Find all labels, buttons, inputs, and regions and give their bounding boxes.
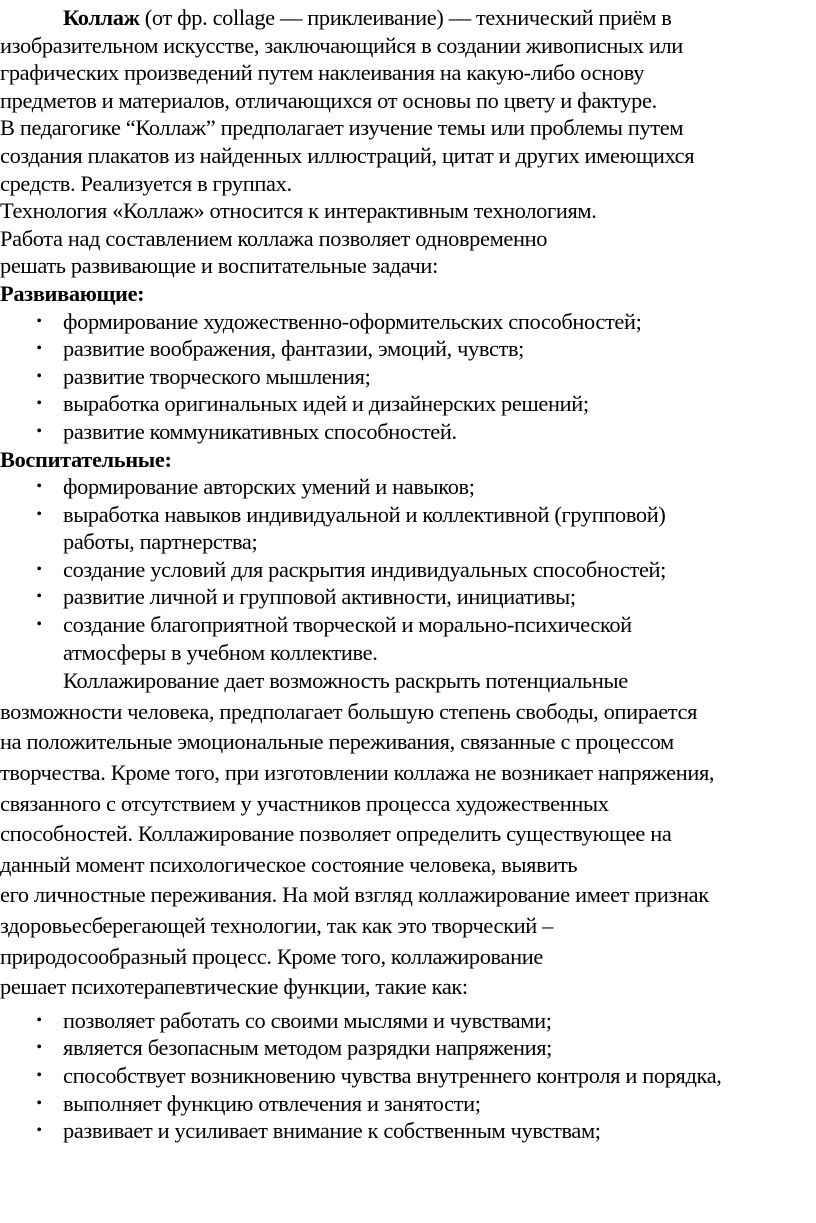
body-line: связанного с отсутствием у участников процесса художественных: [0, 790, 609, 816]
intro-line: средств. Реализуется в группах.: [0, 170, 292, 196]
intro-line: предметов и материалов, отличающихся от основы по цвету и фактуре.: [0, 87, 657, 113]
list-item: • развитие творческого мышления;: [0, 363, 816, 391]
bullet-icon: •: [36, 312, 42, 330]
bullet-icon: •: [36, 588, 42, 606]
intro-line: создания плакатов из найденных иллюстраций, цитат и других имеющихся: [0, 142, 695, 168]
intro-line: графических произведений путем наклеивания на какую-либо основу: [0, 60, 645, 86]
intro-line: Коллаж (от фр. collage — приклеивание) — технический приём в: [63, 5, 672, 30]
intro-line: Работа над составлением коллажа позволяет одновременно: [0, 225, 548, 251]
bullet-icon: •: [36, 367, 42, 385]
list-item: • развитие личной и групповой активности, инициативы;: [0, 583, 816, 611]
list-item: • создание условий для раскрытия индивидуальных способностей;: [0, 556, 816, 584]
term-collage: Коллаж: [63, 5, 140, 30]
bullet-icon: •: [36, 616, 42, 634]
bullet-icon: •: [36, 395, 42, 413]
bullet-icon: •: [36, 1094, 42, 1112]
bullet-icon: •: [36, 1066, 42, 1084]
list-item: • позволяет работать со своими мыслями и чувствами;: [0, 1007, 816, 1035]
list-item: • выработка оригинальных идей и дизайнерских решений;: [0, 390, 816, 418]
list-item: • выполняет функцию отвлечения и занятости;: [0, 1090, 816, 1118]
list-item: • является безопасным методом разрядки напряжения;: [0, 1034, 816, 1062]
bullet-icon: •: [36, 505, 42, 523]
body-line: Коллажирование дает возможность раскрыть потенциальные: [63, 668, 628, 694]
bullet-icon: •: [36, 340, 42, 358]
intro-line: В педагогике “Коллаж” предполагает изучение темы или проблемы путем: [0, 115, 684, 141]
body-line: природосообразный процесс. Кроме того, коллажирование: [0, 943, 543, 969]
body-line: решает психотерапевтические функции, такие как:: [0, 974, 468, 1000]
list-item-continuation: работы, партнерства;: [63, 529, 258, 555]
list-item: • развитие воображения, фантазии, эмоций, чувств;: [0, 335, 816, 363]
bullet-icon: •: [36, 560, 42, 578]
body-line: его личностные переживания. На мой взгляд коллажирование имеет признак: [0, 882, 709, 908]
body-line: данный момент психологическое состояние человека, выявить: [0, 851, 578, 877]
bullet-icon: •: [36, 478, 42, 496]
list-item: • создание благоприятной творческой и морально-психической: [0, 611, 816, 639]
body-line: здоровьесберегающей технологии, так как это творческий –: [0, 913, 553, 938]
list-item: • выработка навыков индивидуальной и коллективной (групповой): [0, 501, 816, 529]
bullet-icon: •: [36, 1039, 42, 1057]
list-item: • формирование авторских умений и навыков;: [0, 473, 816, 501]
body-line: на положительные эмоциональные переживания, связанные с процессом: [0, 729, 674, 755]
bullet-icon: •: [36, 1011, 42, 1029]
list-item: • развитие коммуникативных способностей.: [0, 418, 816, 446]
body-line: возможности человека, предполагает большую степень свободы, опирается: [0, 698, 698, 724]
list-item-continuation: атмосферы в учебном коллективе.: [63, 639, 378, 665]
list-item: • формирование художественно-оформительских способностей;: [0, 308, 816, 336]
bullet-icon: •: [36, 422, 42, 440]
heading-educational: Воспитательные:: [0, 446, 172, 472]
body-line: творчества. Кроме того, при изготовлении коллажа не возникает напряжения,: [0, 760, 715, 786]
heading-developing: Развивающие:: [0, 280, 145, 306]
intro-line: изобразительном искусстве, заключающийся в создании живописных или: [0, 32, 683, 58]
list-item: • развивает и усиливает внимание к собственным чувствам;: [0, 1117, 816, 1145]
bullet-icon: •: [36, 1122, 42, 1140]
list-item: • способствует возникновению чувства внутреннего контроля и порядка,: [0, 1062, 816, 1090]
intro-line: решать развивающие и воспитательные задачи:: [0, 253, 438, 279]
intro-line: Технология «Коллаж» относится к интерактивным технологиям.: [0, 198, 597, 224]
body-line: способностей. Коллажирование позволяет определить существующее на: [0, 821, 672, 847]
